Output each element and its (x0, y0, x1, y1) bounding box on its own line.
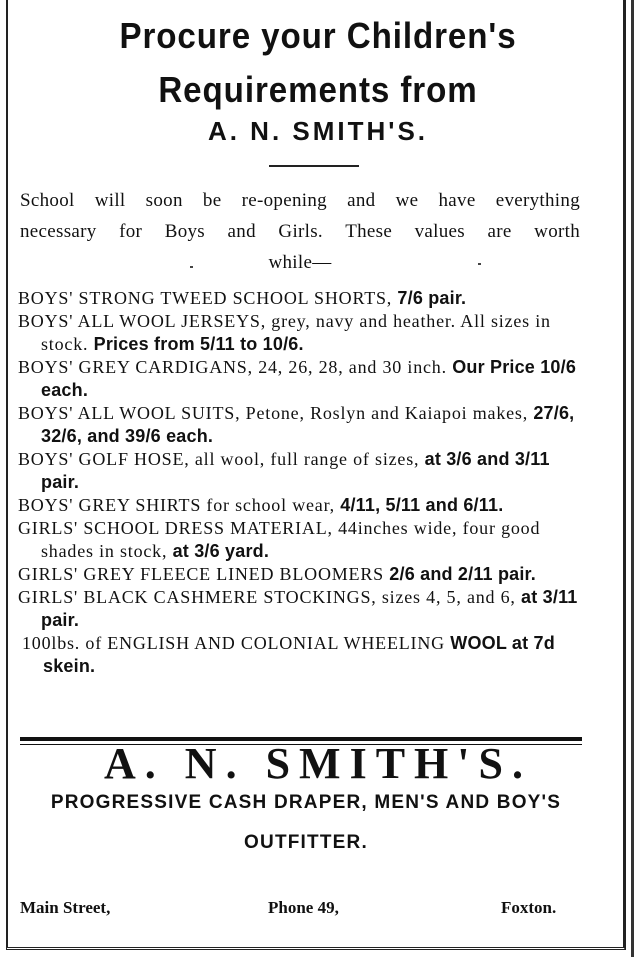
list-item: GIRLS' GREY FLEECE LINED BLOOMERS 2/6 and 2/11 pair. (18, 564, 536, 584)
headline-store-name: A. N. SMITH'S. (207, 116, 429, 146)
headline-line-2: Requirements from (158, 69, 478, 110)
store-tagline-line-1: PROGRESSIVE CASH DRAPER, MEN'S AND BOY'S (50, 792, 562, 813)
print-speck (190, 266, 193, 268)
list-item: BOYS' GREY SHIRTS for school wear, 4/11, 5/11 and 6/11. (18, 495, 504, 515)
intro-line-3: while— (268, 252, 332, 273)
footer-address: Main Street, (20, 898, 111, 917)
print-speck (478, 263, 481, 265)
list-item: BOYS' GOLF HOSE, all wool, full range of sizes, at 3/6 and 3/11 pair. (18, 449, 550, 492)
list-item: BOYS' ALL WOOL SUITS, Petone, Roslyn and Kaiapoi makes, 27/6, 32/6, and 39/6 each. (18, 403, 575, 446)
headline-line-1: Procure your Children's (119, 15, 517, 56)
item-list (18, 287, 588, 678)
list-item: 100lbs. of ENGLISH AND COLONIAL WHEELING WOOL at 7d skein. (22, 633, 555, 676)
headline-divider (269, 165, 359, 167)
list-item: BOYS' GREY CARDIGANS, 24, 26, 28, and 30 inch. Our Price 10/6 each. (18, 357, 577, 400)
list-item: GIRLS' BLACK CASHMERE STOCKINGS, sizes 4, 5, and 6, at 3/11 pair. (18, 587, 578, 630)
footer-town: Foxton. (501, 898, 557, 917)
footer-phone: Phone 49, (268, 898, 339, 917)
list-item: BOYS' STRONG TWEED SCHOOL SHORTS, 7/6 pair. (18, 288, 467, 308)
store-name: A. N. SMITH'S. (104, 739, 532, 788)
list-item: BOYS' ALL WOOL JERSEYS, grey, navy and heather. All sizes in stock. Prices from 5/11 to 10/6. (18, 311, 551, 354)
intro-line-2: necessary for Boys and Girls. These values are worth (20, 221, 580, 242)
list-item: GIRLS' SCHOOL DRESS MATERIAL, 44inches wide, four good shades in stock, at 3/6 yard. (18, 518, 541, 561)
intro-line-1: School will soon be re-opening and we have everything (20, 190, 580, 211)
store-tagline-line-2: OUTFITTER. (244, 832, 368, 853)
